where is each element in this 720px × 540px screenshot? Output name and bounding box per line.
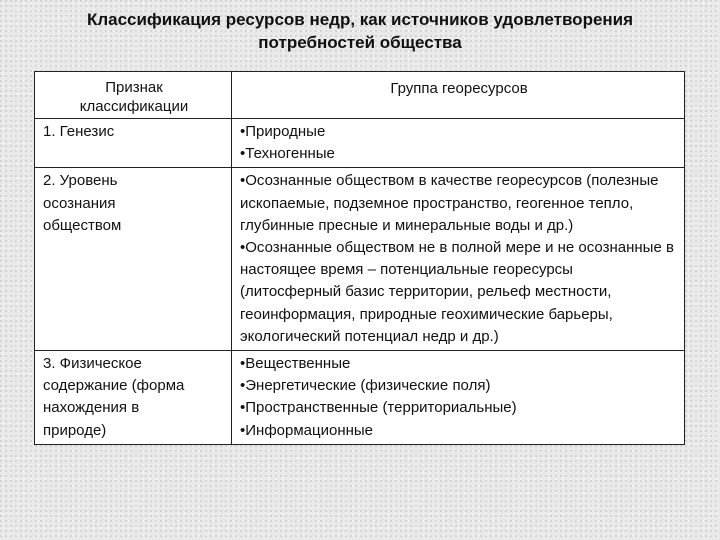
header-text-line: классификации: [79, 98, 189, 115]
header-text-line: Признак: [105, 79, 163, 96]
list-item: • Природные: [240, 121, 678, 143]
table-row: [35, 168, 685, 351]
table-row: [35, 351, 685, 445]
criterion-text: природе): [43, 421, 107, 439]
criterion-cell: [35, 168, 232, 351]
table-row: [35, 119, 685, 168]
header-resource-group: Группа георесурсов: [232, 72, 685, 119]
title-line-1: Классификация ресурсов недр, как источников удовлетворения: [86, 10, 634, 29]
list-item: • Вещественные: [240, 353, 678, 375]
classification-table: [34, 71, 685, 445]
title-line-2: потребностей общества: [258, 33, 462, 52]
groups-cell: [232, 351, 685, 445]
groups-cell: [232, 119, 685, 168]
list-item: • Энергетические (физические поля): [240, 375, 678, 397]
table-header-row: [35, 72, 685, 119]
slide-title: [20, 8, 700, 54]
list-item: • Осознанные обществом не в полной мере и не осознанные в настоящее время – потенциальные георесурсы (литосферный базис территории, рельеф местности, геоинформация, природные геохимические барьеры, экологический потенциал недр и др.): [240, 237, 678, 348]
header-classification-criterion: [35, 72, 232, 119]
list-item: • Информационные: [240, 420, 678, 442]
criterion-text: содержание (форма: [43, 377, 185, 395]
list-item: • Техногенные: [240, 143, 678, 165]
criterion-text: обществом: [43, 216, 122, 234]
criterion-text: осознания: [43, 194, 116, 212]
criterion-text: 1. Генезис: [43, 123, 115, 140]
criterion-cell: [35, 119, 232, 168]
list-item: • Пространственные (территориальные): [240, 397, 678, 419]
criterion-text: 2. Уровень: [43, 172, 118, 190]
list-item: • Осознанные обществом в качестве георесурсов (полезные ископаемые, подземное пространство, геогенное тепло, глубинные пресные и минеральные воды и др.): [240, 170, 678, 237]
groups-cell: [232, 168, 685, 351]
criterion-text: 3. Физическое: [43, 355, 142, 373]
criterion-text: нахождения в: [43, 399, 140, 417]
criterion-cell: [35, 351, 232, 445]
